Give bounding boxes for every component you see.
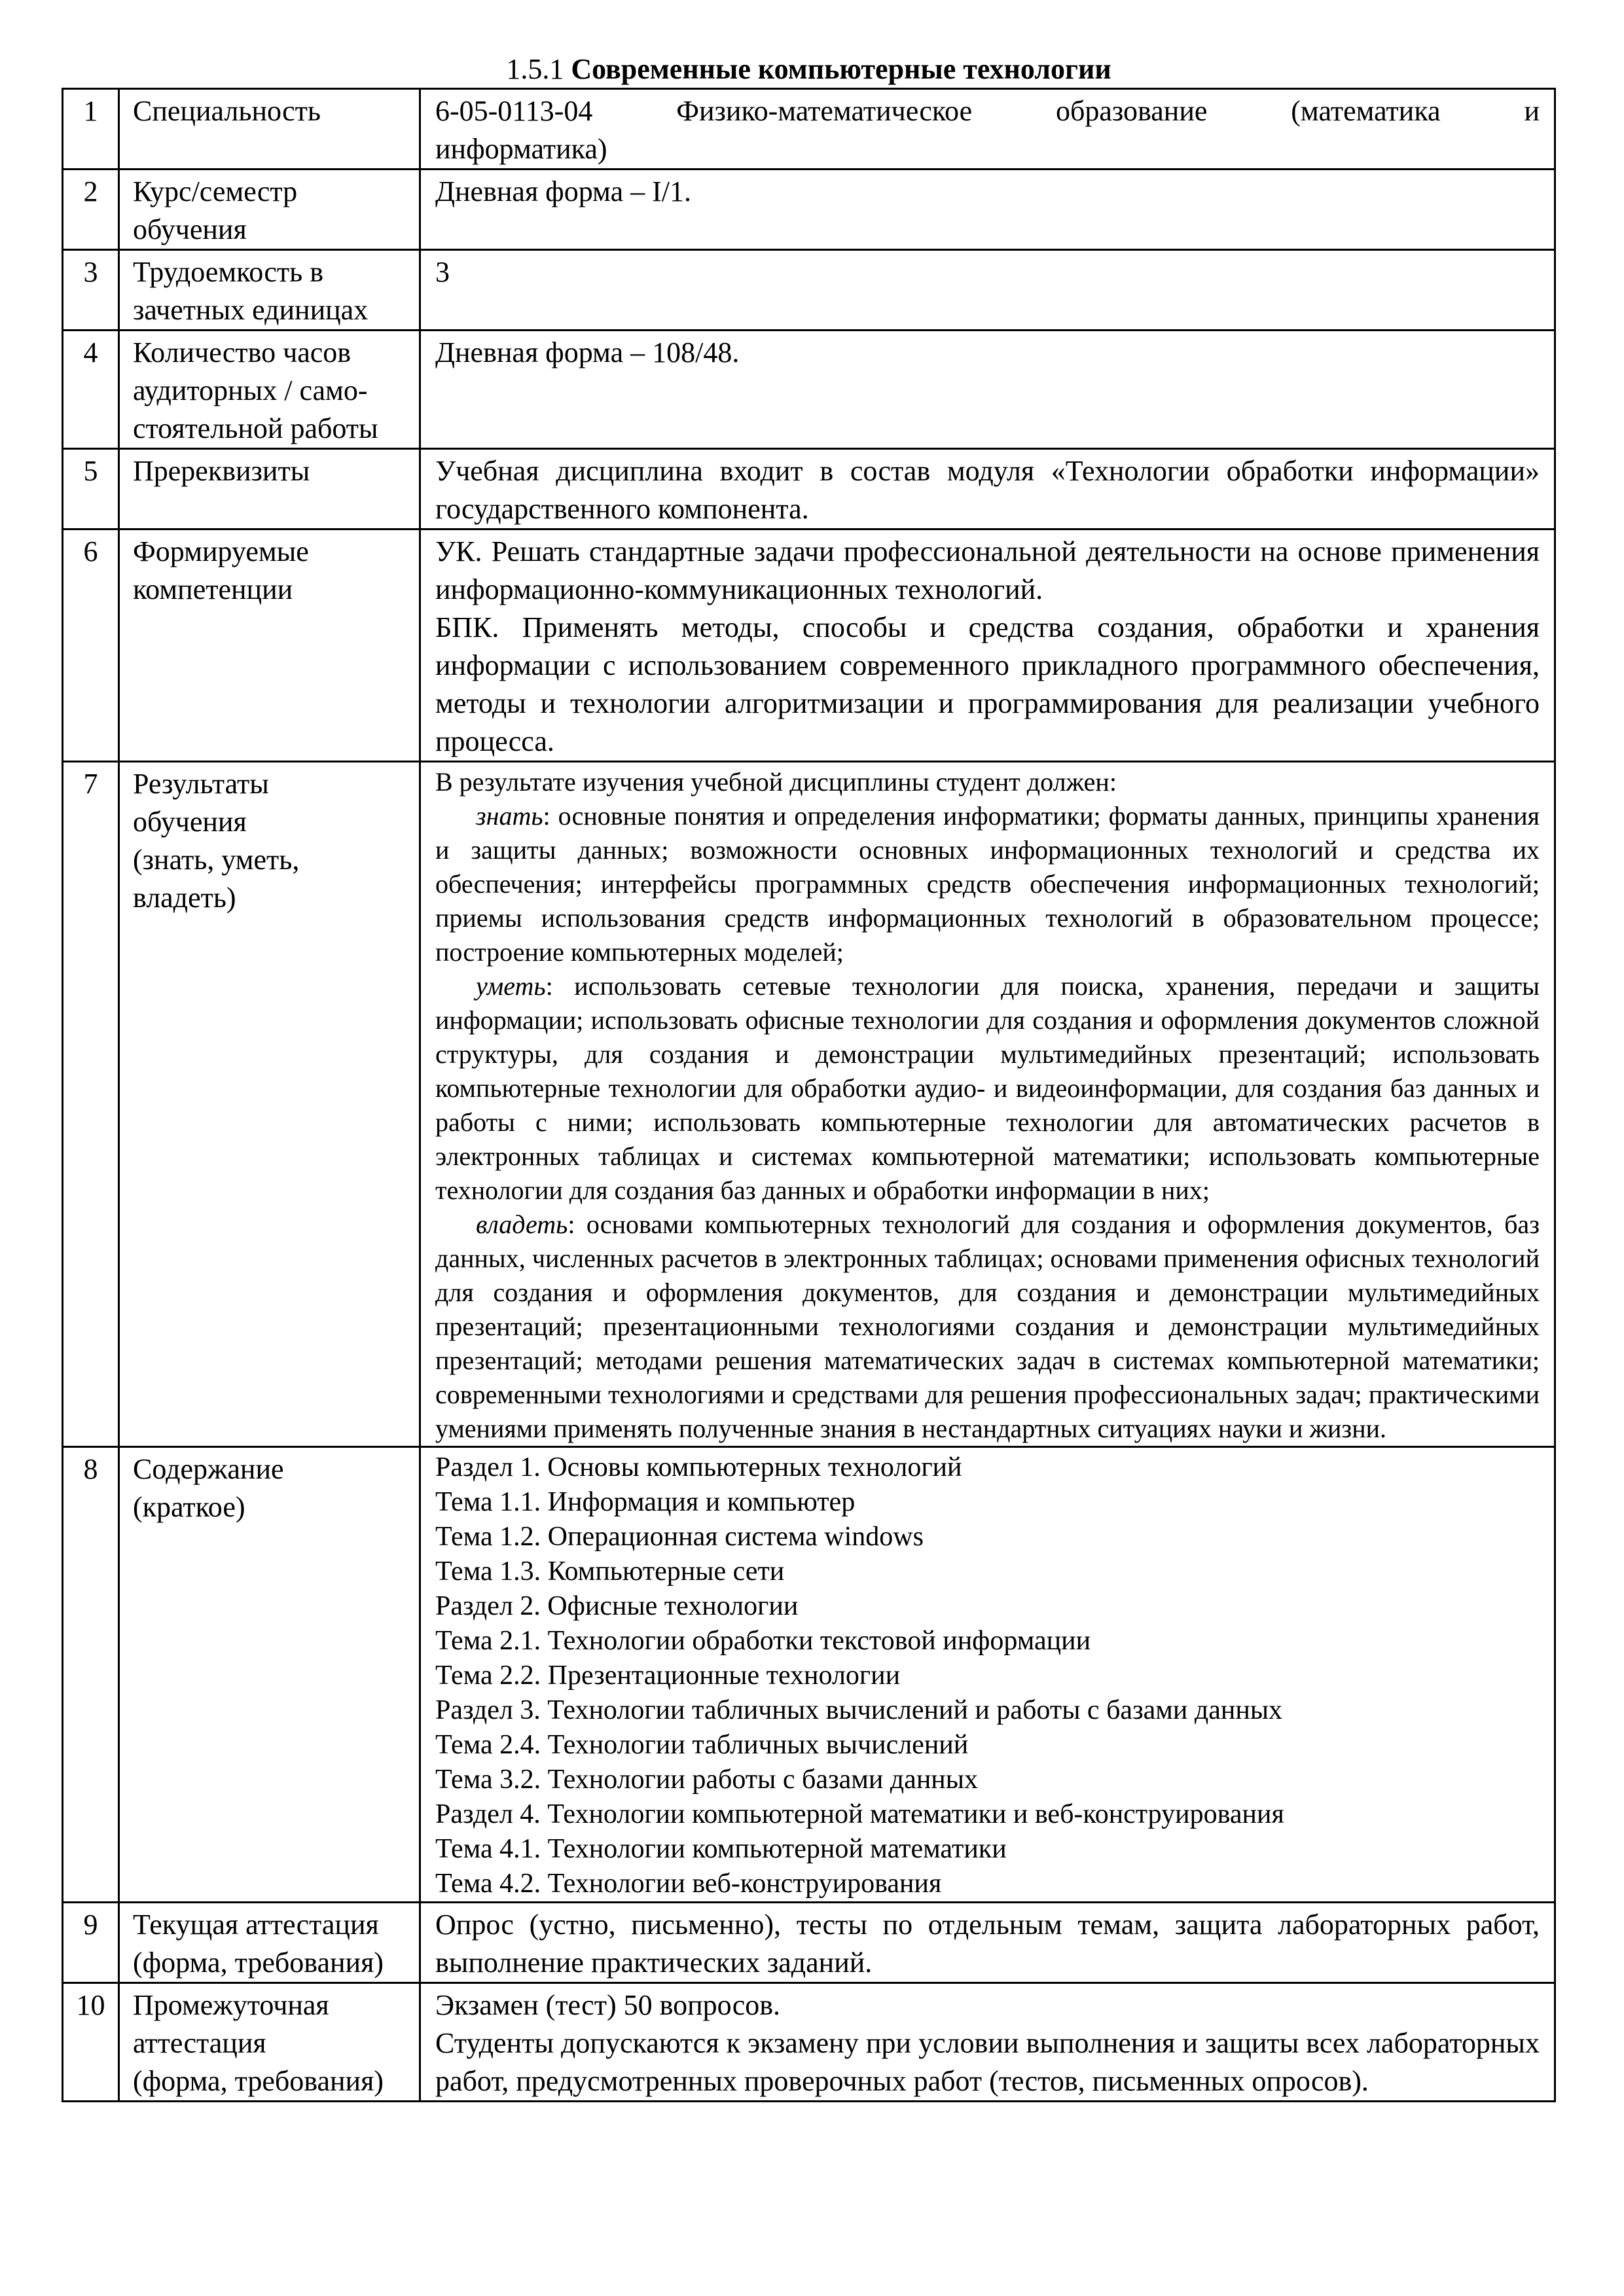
row-label: Курс/семестр обучения: [119, 170, 420, 250]
list-item: Тема 1.1. Информация и компьютер: [435, 1487, 856, 1517]
row-number: 8: [63, 1447, 119, 1903]
outcomes-intro: В результате изучения учебной дисциплины студент должен:: [435, 767, 1117, 797]
label-line: (форма, требования): [133, 1946, 384, 1979]
hours-value: Дневная форма – 108/48.: [420, 331, 1555, 449]
row-label: [119, 1447, 420, 1903]
table-row: [63, 762, 1555, 1447]
table-row: [63, 250, 1555, 331]
learning-outcomes-value: [420, 762, 1555, 1447]
row-number: 6: [63, 529, 119, 762]
label-line: Текущая аттестация: [133, 1909, 379, 1941]
label-line: Результаты: [133, 768, 269, 800]
label-line: Количество часов: [133, 336, 352, 368]
outcome-own: [435, 1208, 1540, 1446]
contents-list: [420, 1447, 1555, 1903]
list-item: Раздел 3. Технологии табличных вычислений и работы с базами данных: [435, 1695, 1283, 1725]
row-label: [119, 1903, 420, 1983]
row-number: 2: [63, 170, 119, 250]
table-row: [63, 331, 1555, 449]
spec-word: Физико-математическое: [676, 95, 973, 127]
list-item: Раздел 2. Офисные технологии: [435, 1591, 799, 1621]
know-label: знать: [476, 801, 543, 831]
row-number: 5: [63, 449, 119, 529]
label-line: аудиторных / само-: [133, 374, 368, 406]
outcome-can: [435, 969, 1540, 1208]
list-item: Тема 4.1. Технологии компьютерной математики: [435, 1834, 1007, 1864]
current-assessment-value: Опрос (устно, письменно), тесты по отдельным темам, защита лабораторных работ, выполнение практических заданий.: [420, 1903, 1555, 1983]
row-number: 3: [63, 250, 119, 331]
spec-word: 6-05-0113-04: [435, 95, 593, 127]
row-label: Формируемые компетенции: [119, 529, 420, 762]
can-label: уметь: [476, 971, 546, 1001]
competency-bpk: БПК. Применять методы, способы и средства создания, обработки и хранения информации с использованием современного прикладного программного обеспечения, методы и технологии алгоритмизации и программирования для реализации учебного процесса.: [435, 611, 1540, 757]
spec-word: образование: [1056, 95, 1208, 127]
intermediate-assessment-value: [420, 1983, 1555, 2102]
list-item: Раздел 1. Основы компьютерных технологий: [435, 1452, 962, 1482]
label-line: стоятельной работы: [133, 412, 378, 444]
row-label: [119, 1983, 420, 2102]
list-item: Тема 2.4. Технологии табличных вычислений: [435, 1730, 969, 1760]
label-line: (знать, уметь,: [133, 844, 300, 876]
list-item: Тема 2.2. Презентационные технологии: [435, 1660, 901, 1691]
table-row: [63, 449, 1555, 529]
row-label: Специальность: [119, 89, 420, 170]
list-item: Тема 2.1. Технологии обработки текстовой информации: [435, 1626, 1091, 1656]
row-number: 7: [63, 762, 119, 1447]
section-number: 1.5.1: [506, 53, 564, 85]
list-item: Раздел 4. Технологии компьютерной математики и веб-конструирования: [435, 1799, 1284, 1829]
know-text: : основные понятия и определения информатики; форматы данных, принципы хранения и защиты данных; возможности основных информационных технологий и средства их обеспечения; интерфейсы программных средств обеспечения информационных технологий; приемы использования средств информационных технологий в образовательном процессе; построение компьютерных моделей;: [435, 801, 1540, 967]
list-item: Тема 3.2. Технологии работы с базами данных: [435, 1765, 978, 1795]
prerequisites-value: Учебная дисциплина входит в состав модуля «Технологии обработки информации» государственного компонента.: [420, 449, 1555, 529]
spec-word: и: [1524, 95, 1540, 127]
competencies-value: [420, 529, 1555, 762]
list-item: Тема 1.3. Компьютерные сети: [435, 1556, 785, 1587]
course-value: Дневная форма – I/1.: [420, 170, 1555, 250]
section-title: [62, 51, 1556, 88]
exam-text: Экзамен (тест) 50 вопросов.: [435, 1989, 781, 2021]
row-number: 1: [63, 89, 119, 170]
label-line: обучения: [133, 806, 247, 838]
credits-value: 3: [420, 250, 1555, 331]
table-row: [63, 1447, 1555, 1903]
label-line: Содержание: [133, 1453, 284, 1485]
label-line: Промежуточная: [133, 1989, 329, 2021]
specialty-value: [420, 89, 1555, 170]
own-label: владеть: [476, 1210, 568, 1239]
row-number: 9: [63, 1903, 119, 1983]
table-row: [63, 1983, 1555, 2102]
label-line: (форма, требования): [133, 2065, 384, 2097]
own-text: : основами компьютерных технологий для создания и оформления документов, баз данных, численных расчетов в электронных таблицах; основами применения офисных технологий для создания и оформления документов, для создания и демонстрации мультимедийных презентаций; презентационными технологиями создания и демонстрации мультимедийных презентаций; методами решения математических задач в системах компьютерной математики; современными технологиями и средствами для решения профессиональных задач; практическими умениями применять полученные знания в нестандартных ситуациях науки и жизни.: [435, 1210, 1540, 1443]
admission-text: Студенты допускаются к экзамену при условии выполнения и защиты всех лабораторных работ, предусмотренных проверочных работ (тестов, письменных опросов).: [435, 2027, 1540, 2097]
table-row: [63, 170, 1555, 250]
row-label: Трудоемкость в зачетных единицах: [119, 250, 420, 331]
list-item: Тема 1.2. Операционная система windows: [435, 1522, 924, 1552]
section-title-text: Современные компьютерные технологии: [571, 53, 1111, 85]
table-row: [63, 89, 1555, 170]
specialty-continuation: информатика): [435, 133, 607, 165]
row-number: 4: [63, 331, 119, 449]
specialty-line: [435, 92, 1540, 130]
table-row: [63, 529, 1555, 762]
table-row: [63, 1903, 1555, 1983]
list-item: Тема 4.2. Технологии веб-конструирования: [435, 1869, 942, 1899]
label-line: владеть): [133, 882, 236, 914]
row-label: [119, 762, 420, 1447]
row-label: Пререквизиты: [119, 449, 420, 529]
spec-word: (математика: [1291, 95, 1441, 127]
document-page: [62, 51, 1556, 2102]
row-number: 10: [63, 1983, 119, 2102]
outcome-know: [435, 799, 1540, 969]
discipline-table: [62, 88, 1556, 2102]
can-text: : использовать сетевые технологии для поиска, хранения, передачи и защиты информации; использовать офисные технологии для создания и оформления документов сложной структуры, для создания и демонстрации мультимедийных презентаций; использовать компьютерные технологии для обработки аудио- и видеоинформации, для создания баз данных и работы с ними; использовать компьютерные технологии для автоматических расчетов в электронных таблицах и системах компьютерной математики; использовать компьютерные технологии для создания баз данных и обработки информации в них;: [435, 971, 1540, 1205]
competency-uk: УК. Решать стандартные задачи профессиональной деятельности на основе применения информационно-коммуникационных технологий.: [435, 535, 1540, 605]
row-label: [119, 331, 420, 449]
label-line: (краткое): [133, 1491, 245, 1523]
label-line: аттестация: [133, 2027, 266, 2059]
